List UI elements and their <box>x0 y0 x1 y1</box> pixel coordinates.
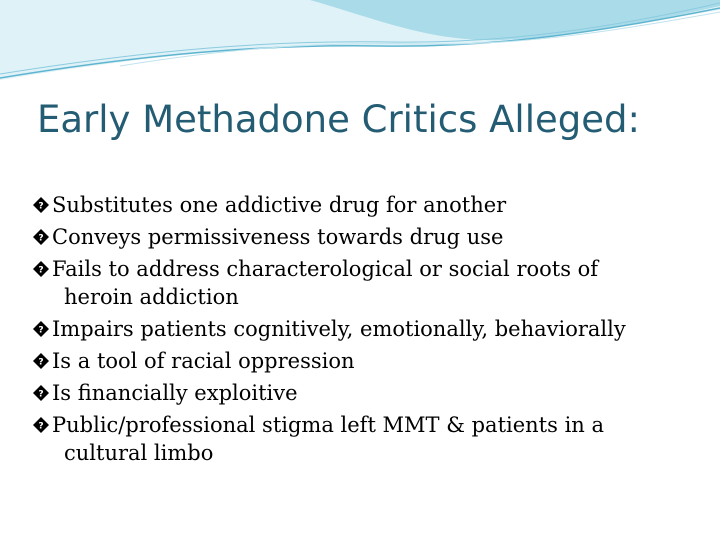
bullet-text: Substitutes one addictive drug for another <box>52 193 507 217</box>
bullet-item <box>32 189 697 221</box>
svg-text:?: ? <box>38 421 44 432</box>
bullet-item <box>32 409 697 469</box>
svg-text:?: ? <box>38 389 44 400</box>
bullet-item <box>32 221 697 253</box>
svg-text:?: ? <box>38 357 44 368</box>
missing-glyph-icon <box>32 260 52 278</box>
bullet-item <box>32 345 697 377</box>
missing-glyph-icon <box>32 228 52 246</box>
bullet-text: Fails to address characterological or social roots of <box>52 257 599 281</box>
bullet-list <box>32 189 697 469</box>
missing-glyph-icon <box>32 320 52 338</box>
bullet-item <box>32 313 697 345</box>
missing-glyph-icon <box>32 196 52 214</box>
missing-glyph-icon <box>32 384 52 402</box>
missing-glyph-icon <box>32 416 52 434</box>
header-wave-decoration <box>0 0 720 90</box>
bullet-text: Conveys permissiveness towards drug use <box>52 225 504 249</box>
svg-text:?: ? <box>38 233 44 244</box>
bullet-item <box>32 377 697 409</box>
missing-glyph-icon <box>32 352 52 370</box>
slide-title: Early Methadone Critics Alleged: <box>37 98 640 141</box>
bullet-continuation: heroin addiction <box>64 285 239 309</box>
svg-text:?: ? <box>38 325 44 336</box>
bullet-text: Impairs patients cognitively, emotionally, behaviorally <box>52 317 626 341</box>
svg-text:?: ? <box>38 265 44 276</box>
bullet-text: Is a tool of racial oppression <box>52 349 355 373</box>
bullet-item <box>32 253 697 313</box>
bullet-continuation: cultural limbo <box>64 441 214 465</box>
svg-text:?: ? <box>38 201 44 212</box>
bullet-text: Public/professional stigma left MMT & patients in a <box>52 413 605 437</box>
bullet-text: Is financially exploitive <box>52 381 298 405</box>
